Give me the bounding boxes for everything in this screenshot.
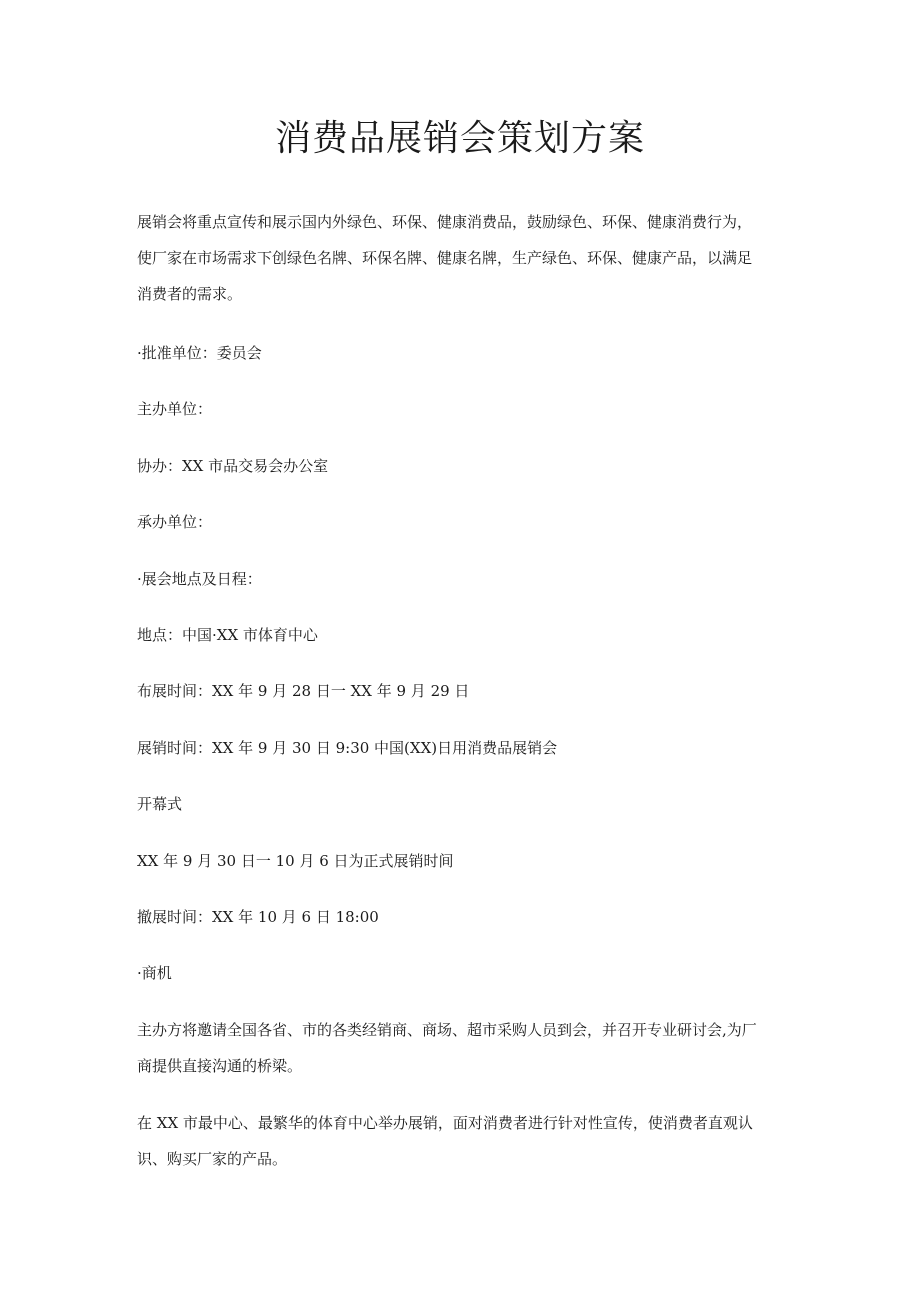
- formal-period: XX 年 9 月 30 日一 10 月 6 日为正式展销时间: [137, 852, 454, 870]
- co-organizer: 协办：XX 市品交易会办公室: [137, 457, 329, 475]
- intro-line: 使厂家在市场需求下创绿色名牌、环保名牌、健康名牌，生产绿色、环保、健康产品，以满足: [137, 249, 753, 267]
- document-title: 消费品展销会策划方案: [274, 118, 645, 159]
- location: 地点：中国·XX 市体育中心: [137, 626, 318, 644]
- organizer-unit: 主办单位：: [137, 400, 213, 418]
- business-paragraph-1-line: 商提供直接沟通的桥梁。: [137, 1057, 303, 1075]
- opening-ceremony: 开幕式: [137, 795, 183, 813]
- business-paragraph-1-line: 主办方将邀请全国各省、市的各类经销商、商场、超市采购人员到会，并召开专业研讨会,为厂: [137, 1021, 757, 1039]
- business-paragraph-2: [137, 1105, 787, 1177]
- teardown-time: 撤展时间：XX 年 10 月 6 日 18:00: [137, 908, 379, 926]
- undertaker-unit: 承办单位：: [137, 513, 213, 531]
- business-paragraph-1: [137, 1012, 787, 1084]
- setup-time: 布展时间：XX 年 9 月 28 日一 XX 年 9 月 29 日: [137, 682, 470, 700]
- business-heading: ·商机: [137, 964, 172, 982]
- intro-paragraph: [137, 204, 787, 312]
- business-paragraph-2-line: 识、购买厂家的产品。: [137, 1150, 288, 1168]
- exhibition-time: 展销时间：XX 年 9 月 30 日 9:30 中国(XX)日用消费品展销会: [137, 739, 558, 757]
- intro-line: 展销会将重点宣传和展示国内外绿色、环保、健康消费品，鼓励绿色、环保、健康消费行为，: [137, 213, 753, 231]
- venue-heading: ·展会地点及日程：: [137, 570, 262, 588]
- business-paragraph-2-line: 在 XX 市最中心、最繁华的体育中心举办展销，面对消费者进行针对性宣传，使消费者直观认: [137, 1114, 753, 1132]
- intro-line: 消费者的需求。: [137, 285, 243, 303]
- approval-unit: ·批准单位：委员会: [137, 344, 262, 362]
